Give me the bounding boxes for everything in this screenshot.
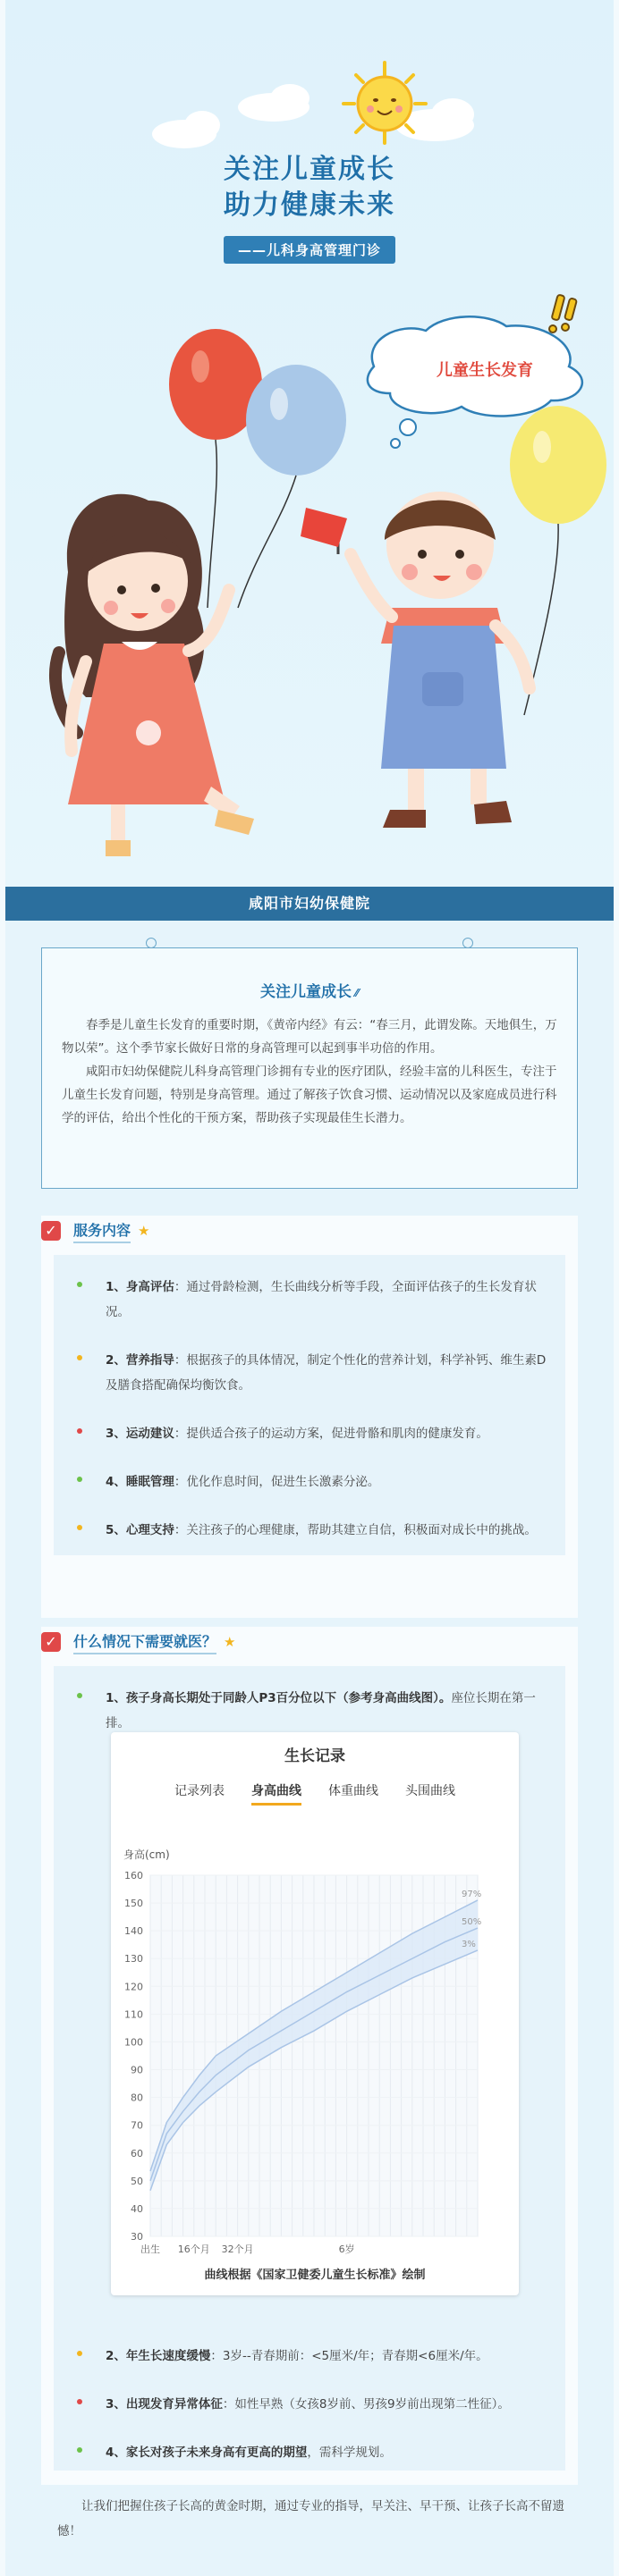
hook-icon xyxy=(146,938,157,948)
chart-x-tick-label: 32个月 xyxy=(221,2243,254,2255)
tab-weight-curve[interactable]: 体重曲线 xyxy=(328,1784,378,1798)
chart-y-tick-label: 30 xyxy=(131,2231,143,2243)
services-header xyxy=(41,1216,578,1246)
when-item: 3、出现发育异常体征：如性早熟（女孩8岁前、男孩9岁前出现第二性征）。 xyxy=(70,2392,549,2417)
services-section xyxy=(41,1216,578,1618)
chart-y-tick-label: 160 xyxy=(124,1870,143,1881)
chart-y-tick-label: 110 xyxy=(124,2008,143,2021)
star-icon: ★ xyxy=(224,1634,236,1650)
sun-icon xyxy=(343,63,426,143)
services-list xyxy=(54,1255,565,1555)
intro-card xyxy=(41,947,578,1189)
bullet-icon xyxy=(77,1355,82,1360)
bullet-icon xyxy=(77,1428,82,1434)
chart-x-tick-label: 出生 xyxy=(140,2243,160,2255)
hook-icon xyxy=(462,938,473,948)
chart-y-tick-label: 140 xyxy=(124,1925,143,1938)
when-header xyxy=(41,1627,578,1657)
when-title: 什么情况下需要就医？ xyxy=(73,1630,216,1654)
closing-paragraph: 让我们把握住孩子长高的黄金时期，通过专业的指导，早关注、早干预、让孩子长高不留遗憾！ xyxy=(57,2499,564,2538)
chart-x-tick-label: 16个月 xyxy=(177,2243,210,2255)
service-item: 1、身高评估：通过骨龄检测，生长曲线分析等手段，全面评估孩子的生长发育状况。 xyxy=(70,1275,549,1325)
hero-title-line1: 关注儿童成长 xyxy=(224,154,395,185)
chart-tabs xyxy=(111,1781,519,1806)
chart-series-label: 97% xyxy=(462,1889,482,1899)
intro-title: 关注儿童成长 ⁄⁄ xyxy=(259,983,359,1001)
service-item: 2、营养指导：根据孩子的具体情况，制定个性化的营养计划，科学补钙、维生素D及膳食搭配确保均衡饮食。 xyxy=(70,1348,549,1398)
hero-title-line2: 助力健康未来 xyxy=(224,189,395,221)
services-title: 服务内容 xyxy=(73,1219,131,1243)
star-icon: ★ xyxy=(138,1223,150,1239)
service-item: 4、睡眠管理：优化作息时间，促进生长激素分泌。 xyxy=(70,1469,549,1494)
hero-subtitle: ——儿科身高管理门诊 xyxy=(224,236,395,264)
bullet-icon xyxy=(77,2351,82,2356)
bullet-icon xyxy=(77,1282,82,1287)
when-item: 2、年生长速度缓慢：3岁--青春期前：<5厘米/年；青春期<6厘米/年。 xyxy=(70,2344,549,2369)
hero-illustration xyxy=(5,0,614,887)
thought-bubble-text: 儿童生长发育 xyxy=(437,361,533,380)
chart-caption: 曲线根据《国家卫健委儿童生长标准》绘制 xyxy=(204,2269,426,2282)
when-item: 4、家长对孩子未来身高有更高的期望，需科学规划。 xyxy=(70,2440,549,2465)
bullet-icon xyxy=(77,2447,82,2453)
chart-y-tick-label: 90 xyxy=(131,2064,143,2076)
cloud-icon xyxy=(152,84,474,148)
checkbox-icon: ✓ xyxy=(41,1632,61,1652)
tab-height-curve[interactable]: 身高曲线 xyxy=(251,1781,301,1806)
chart-y-tick-label: 80 xyxy=(131,2092,143,2104)
growth-chart-card xyxy=(111,1732,519,2295)
chart-y-tick-label: 50 xyxy=(131,2175,143,2187)
chart-y-tick-label: 100 xyxy=(124,2036,143,2049)
bullet-icon xyxy=(77,2399,82,2404)
sparkle-icon: ⁄⁄ xyxy=(354,987,359,999)
chart-x-tick-label: 6岁 xyxy=(338,2243,355,2255)
chart-y-axis-label: 身高(cm) xyxy=(123,1848,170,1861)
tab-head-curve[interactable]: 头围曲线 xyxy=(405,1784,455,1798)
chart-y-tick-label: 150 xyxy=(124,1898,143,1910)
bullet-icon xyxy=(77,1693,82,1698)
when-item: 1、孩子身高长期处于同龄人P3百分位以下（参考身高曲线图）。座位长期在第一排。 xyxy=(70,1686,549,1736)
intro-paragraph-2: 咸阳市妇幼保健院儿科身高管理门诊拥有专业的医疗团队，经验丰富的儿科医生，专注于儿童生长发育问题，特别是身高管理。通过了解孩子饮食习惯、运动情况以及家庭成员进行科学的评估，给出个性化的干预方案，帮助孩子实现最佳生长潜力。 xyxy=(62,1065,557,1125)
service-item: 5、心理支持：关注孩子的心理健康，帮助其建立自信，积极面对成长中的挑战。 xyxy=(70,1518,549,1543)
chart-y-tick-label: 40 xyxy=(131,2202,143,2215)
chart-series-label: 50% xyxy=(462,1917,482,1928)
checkbox-icon: ✓ xyxy=(41,1221,61,1241)
boy-illustration xyxy=(301,492,530,828)
chart-y-tick-label: 120 xyxy=(124,1981,143,1993)
growth-chart-svg xyxy=(111,1839,519,2260)
chart-y-tick-label: 130 xyxy=(124,1953,143,1966)
tab-record-list[interactable]: 记录列表 xyxy=(174,1784,225,1798)
chart-y-tick-label: 60 xyxy=(131,2147,143,2159)
blue-balloon-icon xyxy=(238,365,346,608)
girl-illustration xyxy=(55,494,254,856)
chart-series-label: 3% xyxy=(462,1939,476,1949)
intro-paragraph-1: 春季是儿童生长发育的重要时期，《黄帝内经》有云：“春三月，此谓发陈。天地俱生，万物以荣”。这个季节家长做好日常的身高管理可以起到事半功倍的作用。 xyxy=(62,1018,557,1056)
hero-section xyxy=(5,0,614,887)
exclamation-icon xyxy=(549,294,577,333)
hero-title-block xyxy=(5,152,614,264)
service-item: 3、运动建议：提供适合孩子的运动方案，促进骨骼和肌肉的健康发育。 xyxy=(70,1421,549,1446)
bullet-icon xyxy=(77,1525,82,1530)
hospital-banner: 咸阳市妇幼保健院 xyxy=(5,887,614,921)
bullet-icon xyxy=(77,1477,82,1482)
chart-title: 生长记录 xyxy=(284,1747,345,1765)
chart-y-tick-label: 70 xyxy=(131,2119,143,2132)
